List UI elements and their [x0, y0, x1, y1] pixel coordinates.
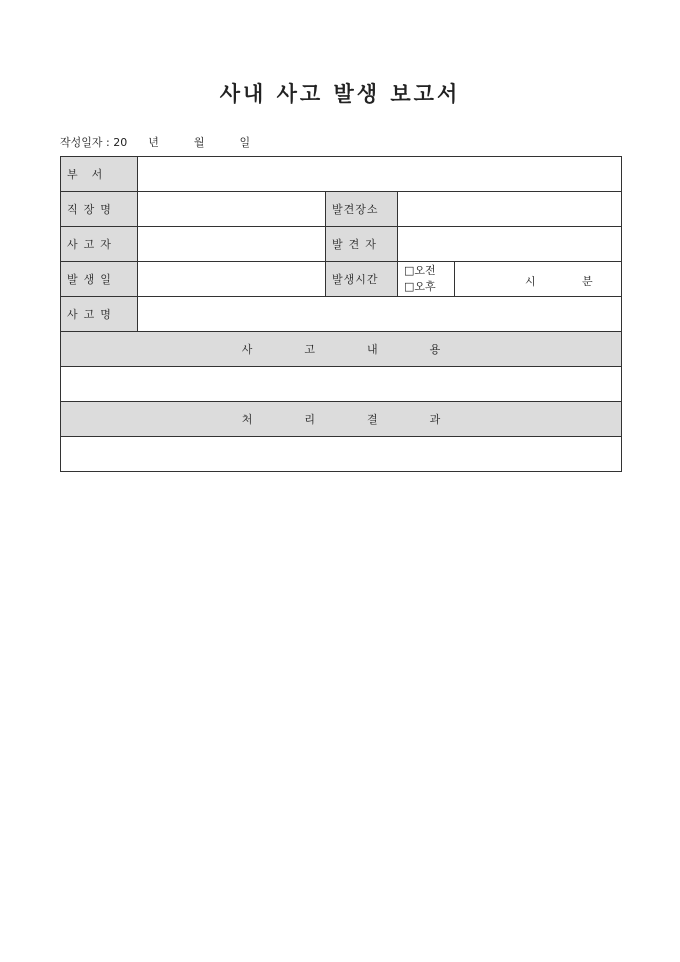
department-input[interactable]	[138, 157, 622, 192]
found-place-label: 발견장소	[326, 192, 398, 227]
result-area[interactable]	[61, 437, 622, 472]
content-char: 내	[367, 343, 378, 356]
time-label: 발생시간	[326, 262, 398, 297]
result-char: 리	[304, 413, 315, 426]
pm-checkbox[interactable]: □오후	[404, 280, 436, 293]
minute-unit: 분	[582, 275, 593, 288]
result-char: 과	[429, 413, 441, 426]
date-input[interactable]	[138, 262, 326, 297]
date-line	[60, 134, 250, 150]
workplace-label: 직장명	[61, 192, 138, 227]
discoverer-input[interactable]	[398, 227, 622, 262]
hour-unit: 시	[525, 275, 536, 288]
accident-name-label: 사고명	[61, 297, 138, 332]
content-char: 용	[429, 343, 441, 356]
content-char: 사	[241, 343, 253, 356]
injured-input[interactable]	[138, 227, 326, 262]
day-unit: 일	[239, 136, 251, 149]
am-pm-options	[398, 262, 455, 297]
discoverer-label: 발견자	[326, 227, 398, 262]
department-label: 부 서	[61, 157, 138, 192]
page-title: 사내 사고 발생 보고서	[219, 81, 461, 106]
content-area[interactable]	[61, 367, 622, 402]
workplace-input[interactable]	[138, 192, 326, 227]
am-checkbox[interactable]: □오전	[404, 264, 436, 277]
result-char: 결	[367, 413, 378, 426]
injured-label: 사고자	[61, 227, 138, 262]
result-char: 처	[241, 413, 253, 426]
found-place-input[interactable]	[398, 192, 622, 227]
accident-name-input[interactable]	[138, 297, 622, 332]
content-section-header	[61, 332, 622, 367]
month-unit: 월	[193, 136, 205, 149]
year-unit: 년	[148, 136, 159, 149]
content-char: 고	[304, 343, 315, 356]
time-input[interactable]	[455, 262, 622, 297]
date-prefix: 작성일자 : 20	[60, 136, 128, 149]
date-label: 발생일	[61, 262, 138, 297]
report-form	[60, 156, 622, 472]
result-section-header	[61, 402, 622, 437]
